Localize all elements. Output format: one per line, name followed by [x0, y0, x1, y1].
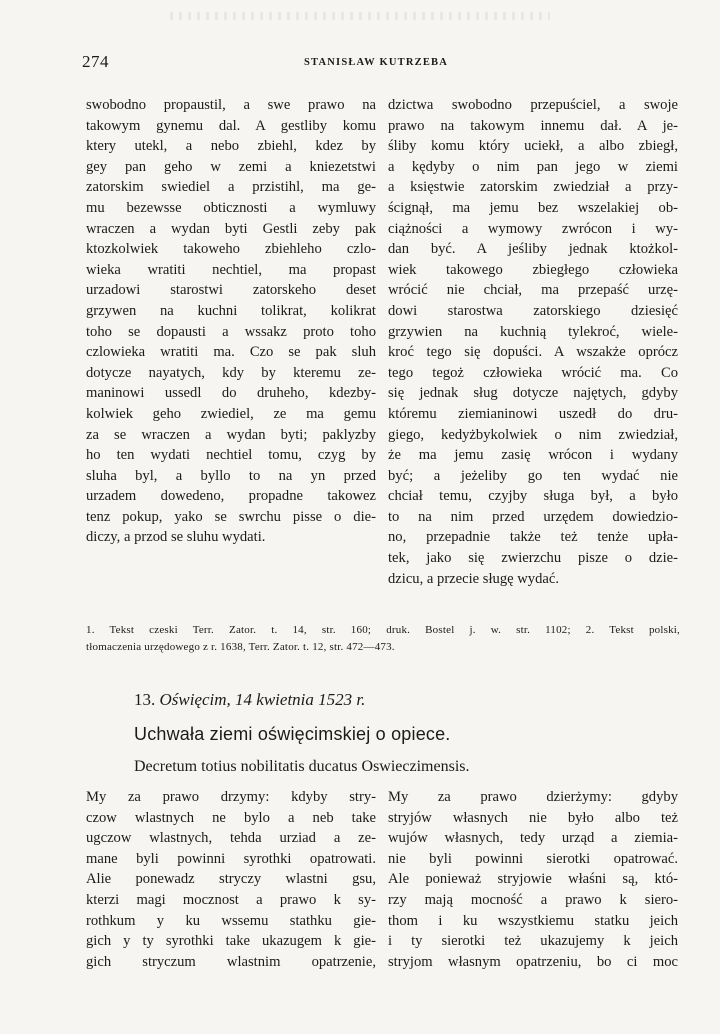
text-line: nie byli powinni sierotki opatrować.	[388, 850, 678, 867]
text-line: takowym gynemu dal. A gestliby komu	[86, 117, 376, 134]
scan-artifact	[170, 12, 550, 20]
text-line: urzadem dowedeno, propadne takowez	[86, 488, 376, 505]
text-line: to na nim przed urzędem dowiedzio-	[388, 508, 678, 525]
document-title: Uchwała ziemi oświęcimskiej o opiece.	[134, 724, 451, 744]
page-header	[82, 52, 682, 76]
text-line: stryjów własnych nie było albo też	[388, 809, 678, 826]
text-line: i ty sierotki też ukazujemy k jeich	[388, 933, 678, 950]
text-line: tłomaczenia urzędowego z r. 1638, Terr. Zator. t. 12, str. 472—473.	[86, 641, 395, 653]
text-line: swobodno propaustil, a swe prawo na	[86, 97, 376, 113]
section-number: 13.	[134, 690, 156, 709]
text-line: 1. Tekst czeski Terr. Zator. t. 14, str. 160; druk. Bostel j. w. str. 1102; 2. Tekst polski,	[86, 624, 680, 636]
text-line: My za prawo drzymy: kdyby stry-	[86, 789, 376, 805]
text-line: dotycze nayatych, kdy by kteremu ze-	[86, 364, 376, 381]
text-line: kolwiek geho zwiediel, ze ma gemu	[86, 405, 376, 422]
text-line: tek, jako się zwierzchu pisze o dzie-	[388, 550, 678, 567]
text-line: giego, kedyżbykolwiek o nim zwiedział,	[388, 426, 678, 443]
text-line: dzictwa swobodno przepuściel, a swoje	[388, 97, 678, 113]
polish-text-column-bottom	[388, 787, 678, 972]
text-line: któremu ziemianinowi uszedł do dru-	[388, 405, 678, 422]
polish-text-column-top	[388, 95, 678, 589]
text-line: a kędyby o nim pan jego w ziemi	[388, 158, 678, 175]
text-line: a księstwie zatorskim zwiedział a przy-	[388, 179, 678, 196]
text-line: czlowieka wratiti ma. Czo se pak sluh	[86, 344, 376, 361]
text-line: dan być. A jeśliby jednak ktożkol-	[388, 241, 678, 258]
text-line: no, przepadnie także też tenże upła-	[388, 529, 678, 546]
czech-text-column-top	[86, 95, 376, 548]
text-line: prawo na takowym innemu dał. A je-	[388, 117, 678, 134]
text-line: maninowi ussedl do druheho, kdezby-	[86, 385, 376, 402]
text-line: ktery utekl, a nebo zbiehl, kdez by	[86, 138, 376, 155]
text-line: ho ten wydati nechtiel tomu, czyg by	[86, 447, 376, 464]
text-line: że ma jemu zasię wrócon i wydany	[388, 447, 678, 464]
text-line: wrócić nie chciał, ma przepaść urzę-	[388, 282, 678, 299]
text-line: rzy mają mocność a prawo k siero-	[388, 891, 678, 908]
text-line: kroć tego się dopuści. A wszakże oprócz	[388, 344, 678, 361]
text-line: tenz pokup, yako se swrchu pisse o die-	[86, 508, 376, 525]
text-line: kterzi magi mocznost a prawo k sy-	[86, 891, 376, 908]
text-line: dzicu, a przecie sługę wydać.	[388, 570, 559, 587]
text-line: stryjom własnym opatrzeniu, bo ci moc	[388, 953, 678, 970]
text-line: urzadowi starostwi zatorskeho deset	[86, 282, 376, 299]
text-line: gey pan geho w zemi a kniezetstwi	[86, 158, 376, 175]
text-line: grzywen na kuchni tolikrat, kolikrat	[86, 302, 376, 319]
text-line: Ale ponieważ stryjowie właśni są, któ-	[388, 871, 678, 888]
text-line: Alie ponewadz stryczy wlastni gsu,	[86, 871, 376, 888]
text-line: toho se dopausti a wssakz proto toho	[86, 323, 376, 340]
text-line: sluha byl, a byllo to na yn przed	[86, 467, 376, 484]
page-number: 274	[82, 52, 109, 71]
text-line: być; a jeżeliby go ten wydać nie	[388, 467, 678, 484]
text-line: wieka wratiti nechtiel, ma propast	[86, 261, 376, 278]
footnote	[86, 622, 680, 656]
text-line: My za prawo dzierżymy: gdyby	[388, 789, 678, 805]
text-line: dowi starostwa zatorskiego dziesięć	[388, 302, 678, 319]
text-line: rothkum y ku wssemu stathku gie-	[86, 912, 376, 929]
czech-text-column-bottom	[86, 787, 376, 972]
text-line: diczy, a przod se sluhu wydati.	[86, 529, 266, 546]
text-line: wujów własnych, tedy urząd a ziemia-	[388, 830, 678, 847]
text-line: się jednak sług dotycze najętych, gdyby	[388, 385, 678, 402]
section-place-date: Oświęcim, 14 kwietnia 1523 r.	[159, 690, 366, 709]
text-line: ktozkolwiek takoweho zbiehleho czlo-	[86, 241, 376, 258]
document-subtitle: Decretum totius nobilitatis ducatus Oswieczimensis.	[134, 758, 470, 775]
text-line: gich y ty syrothki take ukazugem k gie-	[86, 933, 376, 950]
text-line: thom i ku wszystkiemu statku jeich	[388, 912, 678, 929]
text-line: grzywien na kuchnią tylekroć, wiele-	[388, 323, 678, 340]
text-line: wraczen a wydan byti Gestli zeby pak	[86, 220, 376, 237]
text-line: za se wraczen a wydan byti; paklyzby	[86, 426, 376, 443]
text-line: chciał temu, czyjby sługa był, a było	[388, 488, 678, 505]
running-title: STANISŁAW KUTRZEBA	[304, 57, 449, 68]
text-line: tego tegoż człowieka wrócić ma. Co	[388, 364, 678, 381]
text-line: gich stryczum wlastnim opatrzenie,	[86, 953, 376, 970]
text-line: śliby komu który uciekł, a albo zbiegł,	[388, 138, 678, 155]
text-line: wiek takowego zbiegłego człowieka	[388, 261, 678, 278]
text-line: ścignął, ma jemu bez wszelakiej ob-	[388, 199, 678, 216]
text-line: mane byli powinni syrothki opatrowati.	[86, 850, 376, 867]
text-line: czow wlastnych ne bylo a neb take	[86, 809, 376, 826]
section-heading	[134, 690, 365, 710]
text-line: zatorskim swiediel a przistihl, ma ge-	[86, 179, 376, 196]
text-line: mu bezewsse obticznosti a wymluwy	[86, 199, 376, 216]
text-line: ugczow wlastnych, tehda urziad a ze-	[86, 830, 376, 847]
text-line: ciążności a wymowy zwrócon i wy-	[388, 220, 678, 237]
